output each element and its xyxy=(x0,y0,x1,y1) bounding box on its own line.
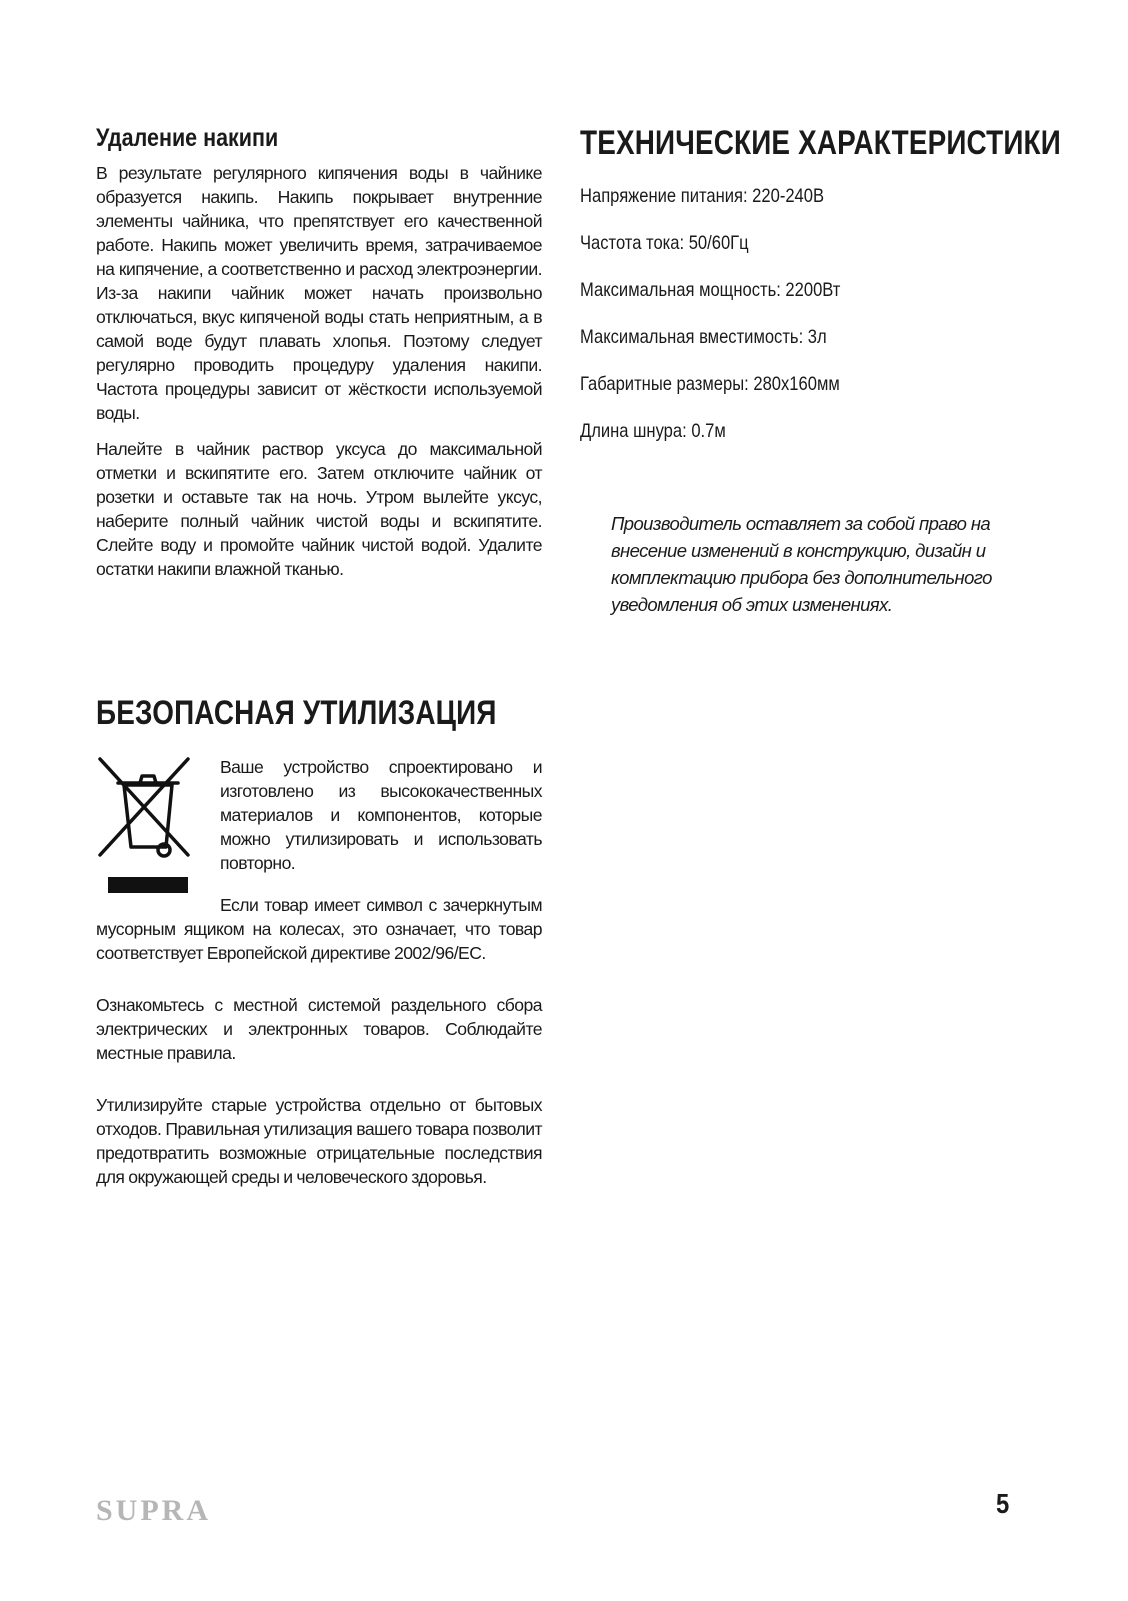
specifications-section xyxy=(580,124,1061,455)
disposal-paragraph-1: Ваше устройство спроектировано и изготовлено из высококачественных материалов и компонентов, которые можно утилизировать и использовать повторно. xyxy=(220,757,542,873)
spec-dimensions: Габаритные размеры: 280х160мм xyxy=(580,373,840,395)
spec-capacity: Максимальная вместимость: 3л xyxy=(580,326,827,348)
spec-voltage: Напряжение питания: 220-240В xyxy=(580,185,825,207)
spec-cord-length: Длина шнура: 0.7м xyxy=(580,420,726,442)
descaling-heading: Удаление накипи xyxy=(96,124,279,152)
spec-power: Максимальная мощность: 2200Вт xyxy=(580,279,841,301)
descaling-paragraph-1: В результате регулярного кипячения воды в чайнике образуется накипь. Накипь покрывает внутренние элементы чайника, что препятствует его качественной работе. Накипь может увеличить время, затрачиваемое на кипячение, а соответственно и расход электроэнергии. Из-за накипи чайник может начать произвольно отключаться, вкус кипяченой воды стать неприятным, а в самой воде будут плавать хлопья. Поэтому следует регулярно проводить процедуру удаления накипи. Частота процедуры зависит от жёсткости используемой воды. xyxy=(96,163,542,423)
manufacturer-disclaimer: Производитель оставляет за собой право на внесение изменений в конструкцию, дизайн и комплектацию прибора без дополнительного уведомления об этих изменениях. xyxy=(611,513,992,615)
descaling-section xyxy=(96,124,542,593)
spec-list xyxy=(580,173,1050,455)
brand-logo: SUPRA xyxy=(96,1494,212,1527)
crossed-out-wheelie-bin-icon xyxy=(96,755,196,905)
disposal-paragraph-2: Если товар имеет символ с зачеркнутым мусорным ящиком на колесах, это означает, что товар соответствует Европейской директиве 2002/96/EC. xyxy=(96,895,542,963)
disposal-paragraph-4: Утилизируйте старые устройства отдельно от бытовых отходов. Правильная утилизация вашего товара позволит предотвратить возможные отрицательные последствия для окружающей среды и человеческого здоровья. xyxy=(96,1095,542,1187)
specifications-heading: ТЕХНИЧЕСКИЕ ХАРАКТЕРИСТИКИ xyxy=(580,124,1061,162)
disposal-section xyxy=(96,694,542,1199)
page-number: 5 xyxy=(996,1488,1010,1519)
descaling-paragraph-2: Налейте в чайник раствор уксуса до максимальной отметки и вскипятите его. Затем отключите чайник от розетки и оставьте так на ночь. Утром вылейте уксус, наберите полный чайник чистой воды и вскипятите. Слейте воду и промойте чайник чистой водой. Удалите остатки накипи влажной тканью. xyxy=(96,439,542,579)
disposal-heading: БЕЗОПАСНАЯ УТИЛИЗАЦИЯ xyxy=(96,694,497,732)
spec-frequency: Частота тока: 50/60Гц xyxy=(580,232,749,254)
disposal-paragraph-3: Ознакомьтесь с местной системой раздельного сбора электрических и электронных товаров. Соблюдайте местные правила. xyxy=(96,995,542,1063)
